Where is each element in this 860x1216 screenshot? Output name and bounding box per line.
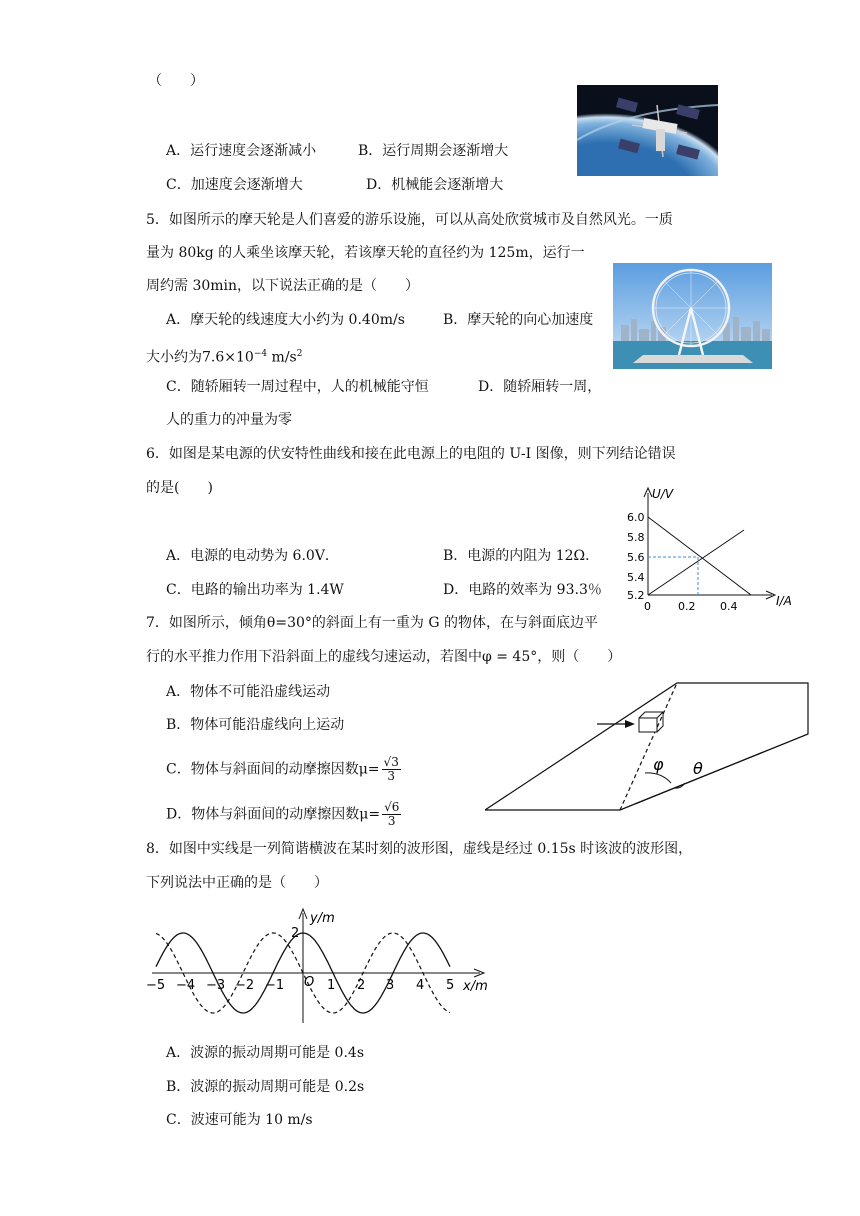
- wave-xtick: 5: [446, 978, 455, 993]
- incline-figure: [485, 676, 810, 814]
- q5-stem-line1: 5．如图所示的摩天轮是人们喜爱的游乐设施，可以从高处欣赏城市及自然风光。一质: [146, 212, 673, 228]
- resistor-line: [648, 530, 744, 595]
- q8-option-a: A．波源的振动周期可能是 0.4s: [166, 1045, 365, 1061]
- q5-option-b-line2: 大小约为$7.6\times 10^{-4}$ $m/s^2$: [146, 349, 303, 366]
- q8-option-b: B．波源的振动周期可能是 0.2s: [166, 1079, 365, 1095]
- ui-xtick-0: 0: [644, 600, 651, 613]
- q5-option-d-line2: 人的重力的冲量为零: [166, 412, 292, 428]
- ui-xtick-0.4: 0.4: [720, 600, 738, 613]
- q4-option-d: D．机械能会逐渐增大: [366, 177, 504, 193]
- q4-paren: （ ）: [148, 73, 204, 89]
- q7-stem-line2: 行的水平推力作用下沿斜面上的虚线匀速运动，若图中φ = 45°，则（ ）: [146, 649, 622, 665]
- wave-xtick: 2: [357, 978, 366, 993]
- q6-stem-line2: 的是( ): [146, 480, 213, 496]
- q5-option-c: C．随轿厢转一周过程中，人的机械能守恒: [166, 379, 429, 395]
- wave-xtick: 3: [386, 978, 395, 993]
- q5-stem-line3: 周约需 30min，以下说法正确的是（ ）: [146, 278, 420, 294]
- wave-xtick: −5: [146, 978, 166, 993]
- q7-d-fraction: $\frac{√6}{3}$: [384, 800, 400, 828]
- wave-xtick: −3: [206, 978, 226, 993]
- wave-ylabel: y/m: [310, 911, 335, 926]
- q4-option-a: A．运行速度会逐渐减小: [166, 143, 317, 159]
- ui-graph-ylabel: U/V: [652, 487, 674, 501]
- q7-stem-line1: 7．如图所示，倾角θ=30°的斜面上有一重为 G 的物体，在与斜面底边平: [146, 615, 598, 631]
- ui-ytick-5.8: 5.8: [627, 531, 645, 544]
- q8-option-c: C．波速可能为 10 m/s: [166, 1112, 313, 1128]
- ferris-wheel-image: [613, 263, 772, 369]
- q5-option-b-line1: B．摩天轮的向心加速度: [443, 312, 594, 328]
- q6-option-a: A．电源的电动势为 6.0V．: [166, 548, 339, 564]
- source-line: [648, 517, 751, 595]
- ui-graph-xlabel: I/A: [776, 594, 792, 608]
- wave-origin-label: O: [304, 975, 315, 990]
- wave-xtick: −2: [235, 978, 255, 993]
- q6-option-d: D．电路的效率为 93.3％: [443, 582, 602, 598]
- q5-option-a: A．摩天轮的线速度大小约为 0.40m/s: [166, 312, 405, 328]
- wave-xlabel: x/m: [463, 979, 488, 994]
- q8-stem-line2: 下列说法中正确的是（ ）: [146, 875, 328, 891]
- q5-option-d-line1: D．随轿厢转一周，: [478, 379, 602, 395]
- ui-ytick-5.6: 5.6: [627, 551, 645, 564]
- q6-stem-line1: 6．如图是某电源的伏安特性曲线和接在此电源上的电阻的 U-I 图像，则下列结论错误: [146, 446, 676, 462]
- q7-option-a: A．物体不可能沿虚线运动: [166, 684, 331, 700]
- wave-graph: [140, 905, 495, 1030]
- q6-option-b: B．电源的内阻为 12Ω．: [443, 548, 600, 564]
- q4-option-b: B．运行周期会逐渐增大: [358, 143, 509, 159]
- q4-option-c: C．加速度会逐渐增大: [166, 177, 303, 193]
- ui-ytick-5.4: 5.4: [627, 571, 645, 584]
- ui-xtick-0.2: 0.2: [678, 600, 696, 613]
- ui-ytick-6.0: 6.0: [627, 511, 645, 524]
- q5-stem-line2: 量为 80kg 的人乘坐该摩天轮，若该摩天轮的直径约为 125m，运行一: [146, 245, 585, 261]
- space-station-image: [577, 85, 718, 176]
- wave-xtick: 4: [416, 978, 425, 993]
- wave-amplitude-label: 2: [291, 926, 300, 941]
- block-icon: [639, 712, 663, 732]
- push-arrow-icon: [597, 720, 635, 728]
- ui-ytick-5.2: 5.2: [627, 589, 645, 602]
- theta-label: θ: [693, 759, 703, 778]
- q7-option-d: D．物体与斜面间的动摩擦因数μ= $\frac{√6}{3}$: [166, 800, 400, 828]
- wave-xtick: 1: [327, 978, 336, 993]
- q7-option-b: B．物体可能沿虚线向上运动: [166, 717, 345, 733]
- q7-option-c: C．物体与斜面间的动摩擦因数μ= $\frac{√3}{3}$: [166, 755, 399, 783]
- q8-stem-line1: 8．如图中实线是一列简谐横波在某时刻的波形图，虚线是经过 0.15s 时该波的波形图，: [146, 841, 693, 857]
- wave-xtick: −4: [176, 978, 196, 993]
- wave-xtick: −1: [265, 978, 285, 993]
- q6-option-c: C．电路的输出功率为 1.4W: [166, 582, 344, 598]
- ui-graph: [620, 483, 805, 613]
- q7-c-fraction: $\frac{√3}{3}$: [383, 755, 399, 783]
- phi-label: φ: [653, 755, 664, 774]
